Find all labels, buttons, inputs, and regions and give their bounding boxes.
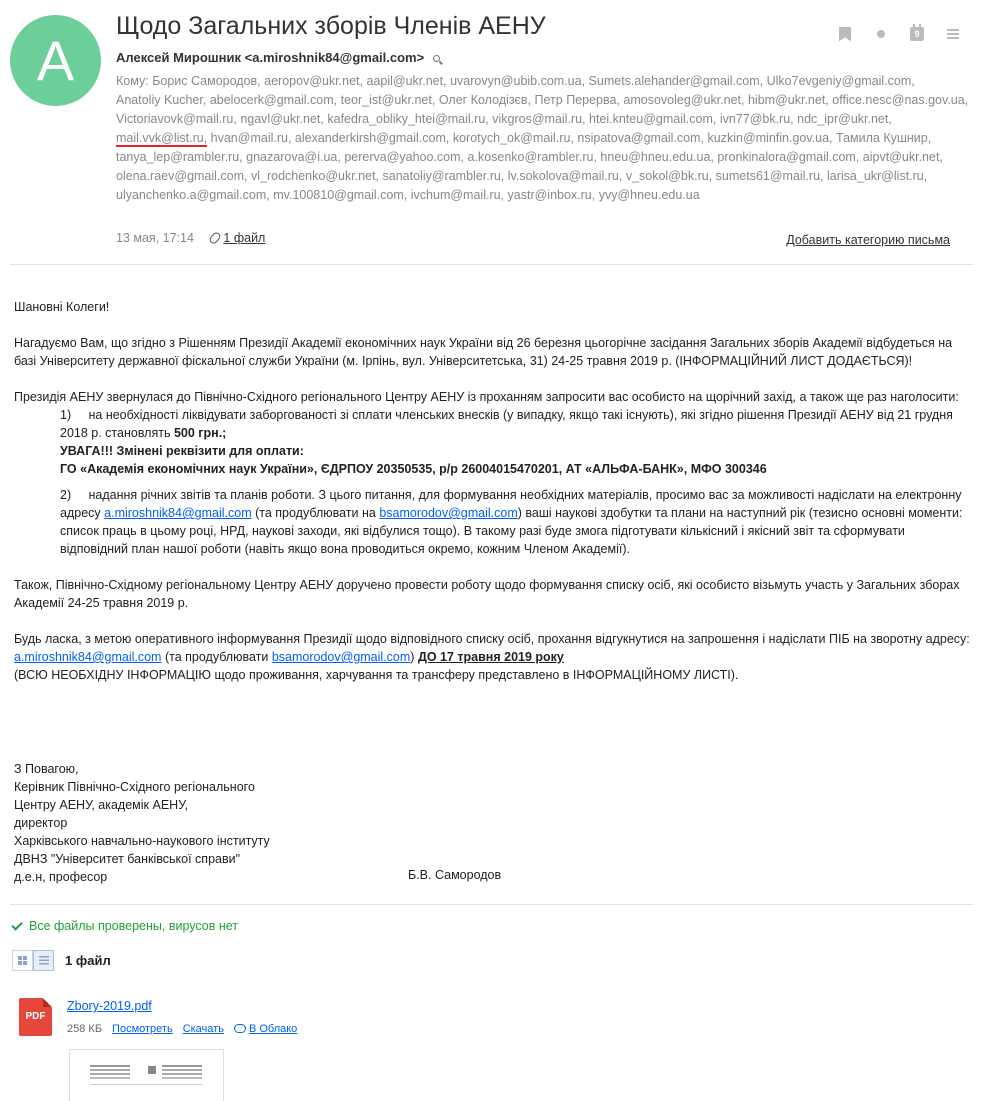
grid-icon: [18, 956, 27, 965]
recipient[interactable]: abelocerk@gmail.com,: [209, 93, 338, 107]
menu-icon: [947, 29, 959, 39]
recipient[interactable]: ndc_ipr@ukr.net,: [797, 112, 892, 126]
recipient[interactable]: htei.knteu@gmail.com,: [589, 112, 717, 126]
save-to-cloud-link[interactable]: [234, 1023, 297, 1035]
recipient[interactable]: Sumets.alehander@gmail.com,: [588, 74, 764, 88]
preview-text-block-right: [162, 1065, 202, 1067]
signature: [14, 760, 270, 886]
list-item-1-number: 1): [60, 408, 72, 422]
bookmark-button[interactable]: [827, 24, 863, 44]
recipient[interactable]: yvy@hneu.edu.ua: [598, 188, 700, 202]
grid-view-button[interactable]: [12, 950, 33, 971]
recipient[interactable]: office.nesc@nas.gov.ua,: [832, 93, 969, 107]
recipient[interactable]: Ulko7evgeniy@gmail.com,: [766, 74, 915, 88]
recipient[interactable]: larisa_ukr@list.ru,: [827, 169, 928, 183]
calendar-button[interactable]: [899, 24, 935, 44]
recipient[interactable]: a.kosenko@rambler.ru,: [467, 150, 597, 164]
recipient[interactable]: lv.sokolova@mail.ru,: [507, 169, 623, 183]
recipient[interactable]: pronkinalora@gmail.com,: [717, 150, 860, 164]
attachment-actions: [67, 1023, 297, 1035]
paragraph-4: [14, 630, 976, 666]
recipient[interactable]: kuzkin@minfin.gov.ua,: [707, 131, 833, 145]
recipient[interactable]: kafedra_obliky_htei@mail.ru,: [327, 112, 489, 126]
recipient[interactable]: hvan@mail.ru,: [210, 131, 292, 145]
bookmark-icon: [839, 27, 851, 42]
search-icon[interactable]: [433, 55, 440, 62]
recipient[interactable]: Anatoliy Kucher,: [116, 93, 207, 107]
sender-avatar[interactable]: A: [10, 15, 101, 106]
attachment-size: 258 КБ: [67, 1023, 103, 1035]
recipient[interactable]: v_sokol@bk.ru,: [625, 169, 713, 183]
email-link-samorodov[interactable]: bsamorodov@gmail.com: [379, 506, 518, 520]
recipient[interactable]: Петр Перерва,: [534, 93, 620, 107]
attachments-link[interactable]: 1 файл: [223, 231, 266, 245]
recipients-label: Кому:: [116, 74, 149, 88]
message-meta: [116, 230, 265, 245]
recipient[interactable]: alexanderkirsh@gmail.com,: [294, 131, 450, 145]
more-menu-button[interactable]: [935, 24, 971, 44]
recipient[interactable]: sanatoliy@rambler.ru,: [382, 169, 505, 183]
preview-emblem: [148, 1066, 156, 1074]
add-category-link[interactable]: Добавить категорию письма: [786, 233, 950, 247]
sender-name[interactable]: Алексей Мирошник: [116, 50, 241, 65]
signature-name: Б.В. Самородов: [408, 868, 502, 882]
signature-line: Харківського навчально-наукового інституту: [14, 834, 270, 848]
recipient[interactable]: ivchum@mail.ru,: [410, 188, 505, 202]
signature-line: директор: [14, 816, 68, 830]
check-icon: [11, 919, 22, 930]
calendar-icon: 9: [910, 27, 924, 41]
paragraph-4-text-c: ): [410, 650, 415, 664]
recipient[interactable]: hibm@ukr.net,: [747, 93, 829, 107]
signature-line: Центру АЕНУ, академік АЕНУ,: [14, 798, 188, 812]
recipients-list: [116, 72, 976, 205]
list-item-2-text-c: ) ваші наукові здобутки та плани на наступний рік (тезисно основні моменти: список праць в цьому році, НРД, наукові заходи, які відбулися тощо). В такому разі буде змога підготувати кількісний і якісний звіт та сформувати відповідний план нашої роботи (навіть якщо вона проводиться окремо, кожним Членом Академії).: [60, 506, 963, 556]
body-divider: [10, 904, 973, 905]
cloud-icon: [234, 1024, 246, 1033]
list-item-2-number: 2): [60, 488, 72, 502]
paragraph-2: Президія АЕНУ звернулася до Північно-Східного регіонального Центру АЕНУ із проханням запросити вас особисто на щорічний захід, а також ще раз наголосити:: [14, 390, 959, 404]
attachment-view-switch: [12, 950, 54, 971]
email-link-miroshnik[interactable]: a.miroshnik84@gmail.com: [104, 506, 252, 520]
recipient[interactable]: aapil@ukr.net,: [366, 74, 447, 88]
warning-line: [14, 442, 976, 460]
paragraph-5: (ВСЮ НЕОБХІДНУ ІНФОРМАЦІЮ щодо проживання, харчування та трансферу представлено в ІНФОРМАЦІЙНОМУ ЛИСТІ).: [14, 668, 739, 682]
sender-email[interactable]: <a.miroshnik84@gmail.com>: [244, 50, 425, 65]
message-body: [14, 298, 976, 684]
list-view-button[interactable]: [33, 950, 54, 971]
recipient[interactable]: ivn77@bk.ru,: [719, 112, 794, 126]
recipient[interactable]: vl_rodchenko@ukr.net,: [250, 169, 380, 183]
sender-line: [116, 50, 440, 65]
mark-read-button[interactable]: [863, 24, 899, 44]
recipient[interactable]: nsipatova@gmail.com,: [577, 131, 705, 145]
paperclip-icon: [208, 231, 222, 245]
download-attachment-link[interactable]: Скачать: [182, 1023, 224, 1035]
list-item-2: [14, 486, 976, 558]
recipient[interactable]: vikgros@mail.ru,: [492, 112, 586, 126]
list-item-1-text: на необхідності ліквідувати заборгованості зі сплати членських внесків (у випадку, якщо такі існують), які згідно рішення Президії АЕНУ від 21 грудня 2018 р. становлять: [60, 408, 953, 440]
save-to-cloud-text: В Облако: [248, 1023, 298, 1035]
attachments-count: 1 файл: [65, 953, 111, 968]
list-item-1: [14, 406, 976, 442]
pdf-file-icon[interactable]: PDF: [19, 998, 52, 1036]
signature-line: д.е.н, професор: [14, 870, 108, 884]
virus-scan-text: Все файлы проверены, вирусов нет: [29, 919, 239, 933]
attachment-filename[interactable]: Zbory-2019.pdf: [67, 999, 152, 1013]
reply-email-link-samorodov[interactable]: bsamorodov@gmail.com: [271, 650, 411, 664]
recipient[interactable]: gnazarova@i.ua,: [246, 150, 341, 164]
recipient[interactable]: aipvt@ukr.net,: [862, 150, 943, 164]
fee-amount: 500 грн.;: [173, 426, 227, 440]
requisites-line: [14, 460, 976, 478]
attachment-preview[interactable]: [69, 1049, 224, 1101]
message-subject: Щодо Загальних зборів Членів АЕНУ: [116, 12, 546, 40]
paragraph-1: Нагадуємо Вам, що згідно з Рішенням Президії Академії економічних наук України від 26 березня цьогорічне засідання Загальних зборів Академії відбудеться на базі Університету державної фіскальної служби України (м. Ірпінь, вул. Університетська, 31) 24-25 травня 2019 р. (ІНФОРМАЦІЙНИЙ ЛИСТ ДОДАЄТЬСЯ)!: [14, 336, 953, 368]
paragraph-4-text-b: (та продублювати: [164, 650, 269, 664]
paragraph-4-text-a: Будь ласка, з метою оперативного інформування Президії щодо відповідного списку осіб, прохання відгукнутися на запрошення і надіслати ПІБ на зворотну адресу:: [14, 632, 970, 646]
reply-email-link-miroshnik[interactable]: a.miroshnik84@gmail.com: [14, 650, 162, 664]
header-divider: [10, 264, 973, 265]
recipient[interactable]: aeropov@ukr.net,: [264, 74, 363, 88]
view-attachment-link[interactable]: Посмотреть: [112, 1023, 173, 1035]
signature-line: Керівник Північно-Східного регіонального: [14, 780, 255, 794]
recipient[interactable]: hneu@hneu.edu.ua,: [600, 150, 714, 164]
requisites-text: ГО «Академія економічних наук України», ЄДРПОУ 20350535, р/р 26004015470201, АТ «АЛЬФА-БАНК», МФО 300346: [60, 462, 767, 476]
recipient[interactable]: tanya_lep@rambler.ru,: [116, 150, 243, 164]
recipient[interactable]: ulyanchenko.a@gmail.com,: [116, 188, 270, 202]
recipient[interactable]: pererva@yahoo.com,: [344, 150, 465, 164]
signature-line: ДВНЗ "Університет банківської справи": [14, 852, 241, 866]
recipient[interactable]: Борис Самородов,: [152, 74, 261, 88]
recipient[interactable]: korotych_ok@mail.ru,: [452, 131, 574, 145]
unread-dot-icon: [877, 30, 885, 38]
paragraph-3: Також, Північно-Східному регіональному Центру АЕНУ доручено провести роботу щодо формування списку осіб, які особисто візьмуть участь у Загальних зборах Академії 24-25 травня 2019 р.: [14, 578, 960, 610]
recipient[interactable]: Тамила Кушнир,: [836, 131, 932, 145]
recipient[interactable]: sumets61@mail.ru,: [715, 169, 824, 183]
message-date: 13 мая, 17:14: [116, 231, 194, 245]
recipient[interactable]: uvarovyn@ubib.com.ua,: [450, 74, 586, 88]
recipient[interactable]: teor_ist@ukr.net,: [340, 93, 436, 107]
list-icon: [39, 956, 49, 965]
recipient[interactable]: yastr@inbox.ru,: [507, 188, 596, 202]
message-toolbar: [827, 24, 971, 44]
virus-scan-status: [12, 919, 238, 933]
list-item-2-text-b: (та продублювати на: [255, 506, 376, 520]
recipient[interactable]: mv.100810@gmail.com,: [273, 188, 408, 202]
warning-text: УВАГА!!! Змінені реквізити для оплати:: [60, 444, 304, 458]
preview-text-block-left: [90, 1065, 130, 1067]
preview-rule: [90, 1084, 202, 1085]
deadline: ДО 17 травня 2019 року: [417, 650, 564, 664]
recipient[interactable]: Олег Колодізєв,: [438, 93, 532, 107]
recipient[interactable]: olena.raev@gmail.com,: [116, 169, 248, 183]
recipient-highlighted[interactable]: mail.vvk@list.ru,: [116, 131, 208, 145]
list-item-2-text-a: надання річних звітів та планів роботи. З цього питання, для формування необхідних матеріалів, просимо вас за можливості надіслати на електронну адресу: [60, 488, 962, 520]
recipient[interactable]: Victoriavovk@mail.ru,: [116, 112, 237, 126]
signature-line: З Повагою,: [14, 762, 79, 776]
greeting: Шановні Колеги!: [14, 300, 110, 314]
recipient[interactable]: amosovoleg@ukr.net,: [623, 93, 745, 107]
recipient[interactable]: ngavl@ukr.net,: [240, 112, 324, 126]
